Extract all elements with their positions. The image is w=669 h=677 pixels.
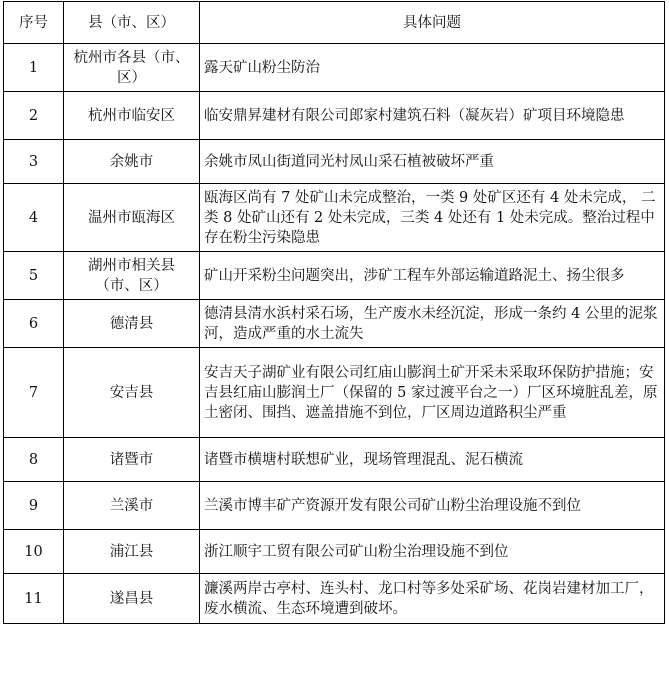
row-county: 兰溪市 [64, 482, 200, 530]
row-county: 温州市瓯海区 [64, 184, 200, 252]
table-row [4, 530, 665, 574]
row-county: 安吉县 [64, 348, 200, 438]
row-number: 6 [4, 300, 64, 348]
table-row [4, 438, 665, 482]
row-problem: 临安鼎昇建材有限公司郎家村建筑石料（凝灰岩）矿项目环境隐患 [200, 92, 665, 140]
row-number: 10 [4, 530, 64, 574]
row-county: 湖州市相关县（市、区） [64, 252, 200, 300]
header-serial-number: 序号 [4, 2, 64, 44]
row-problem: 露天矿山粉尘防治 [200, 44, 665, 92]
header-county: 县（市、区） [64, 2, 200, 44]
row-problem: 余姚市凤山街道同光村凤山采石植被破坏严重 [200, 140, 665, 184]
table-row [4, 348, 665, 438]
table-row [4, 44, 665, 92]
row-problem: 浙江顺宇工贸有限公司矿山粉尘治理设施不到位 [200, 530, 665, 574]
table-row [4, 252, 665, 300]
row-number: 8 [4, 438, 64, 482]
row-number: 4 [4, 184, 64, 252]
row-number: 5 [4, 252, 64, 300]
row-problem: 濂溪两岸古亭村、连头村、龙口村等多处采矿场、花岗岩建材加工厂，废水横流、生态环境遭到破坏。 [200, 574, 665, 624]
row-county: 浦江县 [64, 530, 200, 574]
table-row [4, 184, 665, 252]
row-problem: 矿山开采粉尘问题突出，涉矿工程车外部运输道路泥土、扬尘很多 [200, 252, 665, 300]
row-number: 1 [4, 44, 64, 92]
issues-table [3, 1, 665, 624]
row-number: 11 [4, 574, 64, 624]
row-problem: 德清县清水浜村采石场，生产废水未经沉淀，形成一条约 4 公里的泥浆河，造成严重的水土流失 [200, 300, 665, 348]
document-page [3, 1, 665, 624]
table-row [4, 300, 665, 348]
table-row [4, 92, 665, 140]
row-county: 杭州市各县（市、区） [64, 44, 200, 92]
table-header-row [4, 2, 665, 44]
table-row [4, 574, 665, 624]
row-number: 9 [4, 482, 64, 530]
row-number: 2 [4, 92, 64, 140]
row-problem: 兰溪市博丰矿产资源开发有限公司矿山粉尘治理设施不到位 [200, 482, 665, 530]
row-number: 3 [4, 140, 64, 184]
row-county: 杭州市临安区 [64, 92, 200, 140]
table-row [4, 140, 665, 184]
row-county: 遂昌县 [64, 574, 200, 624]
row-problem: 瓯海区尚有 7 处矿山未完成整治，一类 9 处矿区还有 4 处未完成， 二类 8 处矿山还有 2 处未完成，三类 4 处还有 1 处未完成。整治过程中存在粉尘污染隐患 [200, 184, 665, 252]
row-number: 7 [4, 348, 64, 438]
row-problem: 安吉天子湖矿业有限公司红庙山膨润土矿开采未采取环保防护措施；安吉县红庙山膨润土厂（保留的 5 家过渡平台之一）厂区环境脏乱差，原土密闭、围挡、遮盖措施不到位，厂区周边道路积尘严重 [200, 348, 665, 438]
row-county: 诸暨市 [64, 438, 200, 482]
header-specific-problem: 具体问题 [200, 2, 665, 44]
row-county: 余姚市 [64, 140, 200, 184]
row-problem: 诸暨市横塘村联想矿业，现场管理混乱、泥石横流 [200, 438, 665, 482]
row-county: 德清县 [64, 300, 200, 348]
table-row [4, 482, 665, 530]
